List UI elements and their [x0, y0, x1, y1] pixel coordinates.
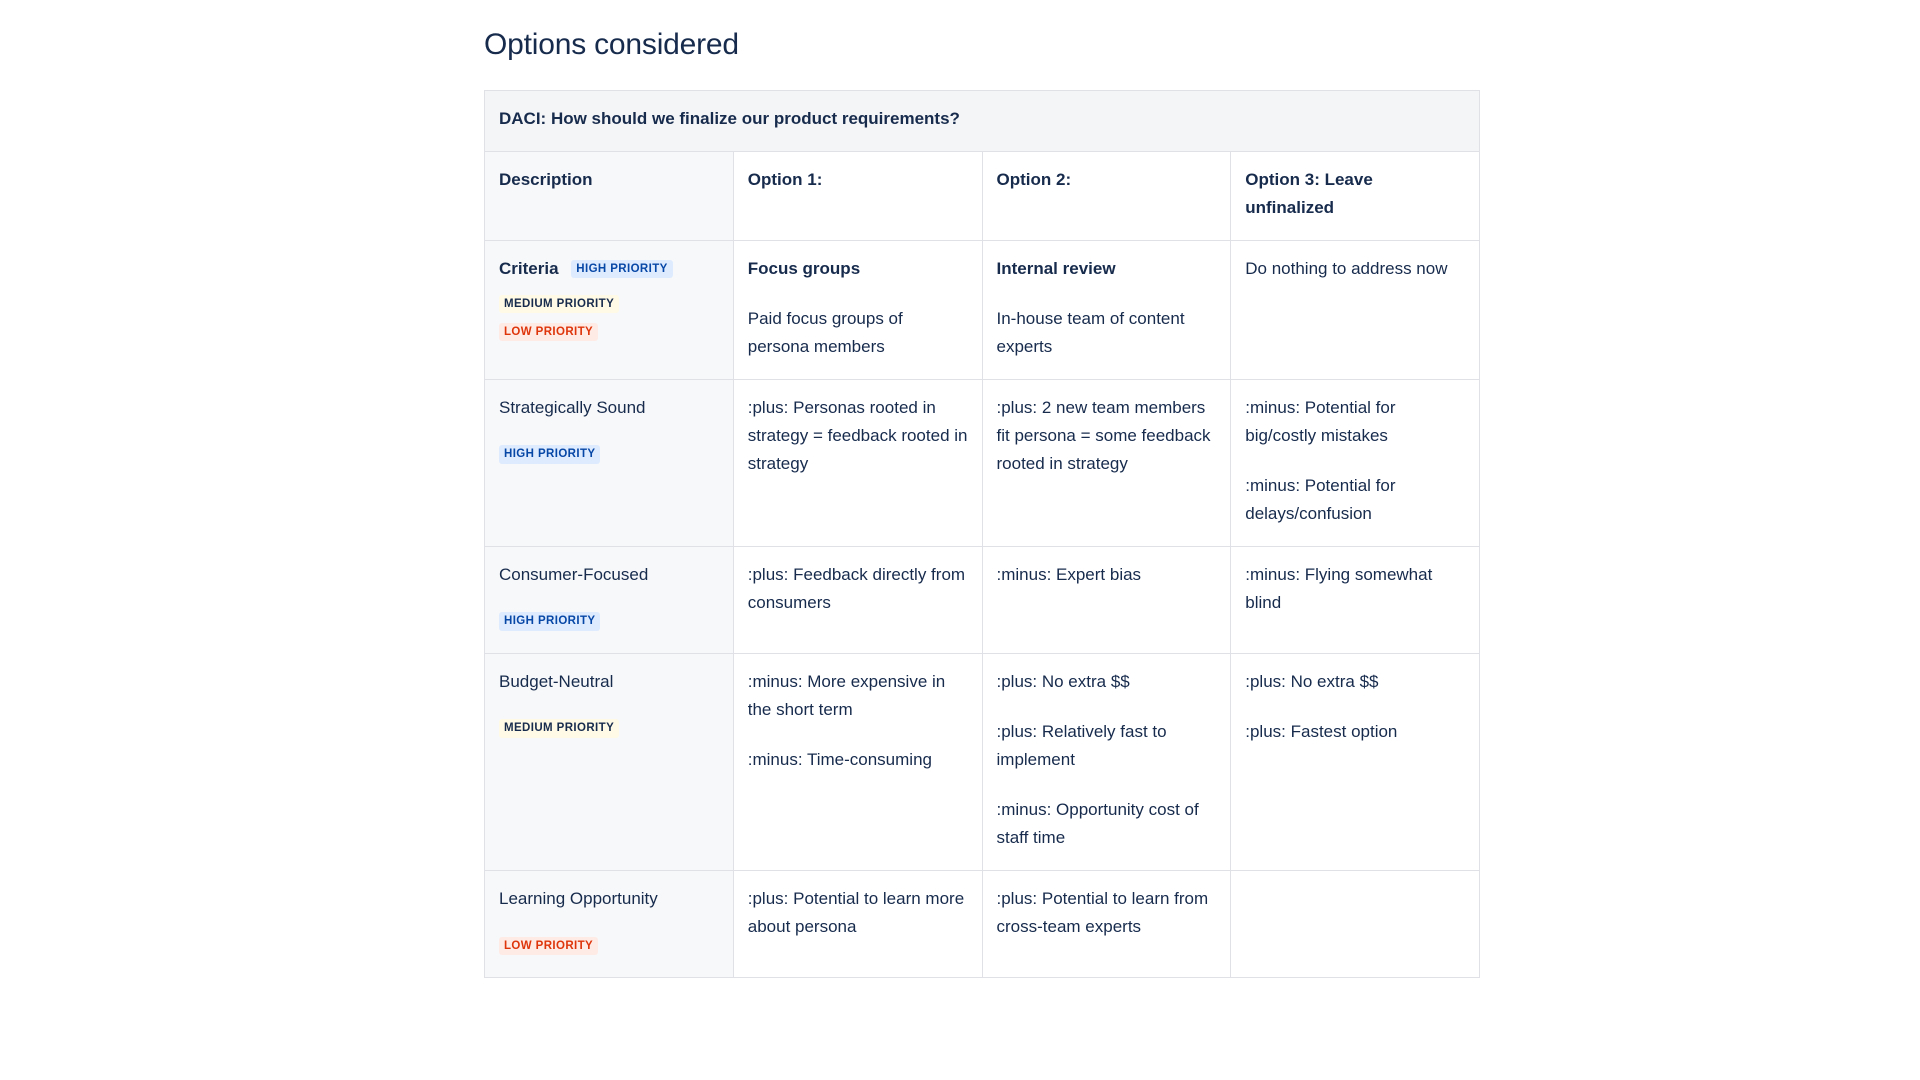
pro-con-item: :minus: Expert bias: [996, 564, 1142, 584]
criteria-option2-cell: [982, 240, 1231, 379]
row-option2-cell: [982, 654, 1231, 871]
pro-con-item: :minus: Potential for big/costly mistakes: [1245, 397, 1396, 445]
column-header-description: Description: [485, 151, 734, 240]
option1-description: Paid focus groups of persona members: [747, 308, 903, 356]
row-priority-badge: HIGH PRIORITY: [499, 612, 600, 630]
badge-row-low: [499, 315, 719, 343]
pro-con-item: :plus: Personas rooted in strategy = feedback rooted in strategy: [747, 397, 968, 473]
pro-con-item: :plus: 2 new team members fit persona = some feedback rooted in strategy: [996, 397, 1211, 473]
column-header-option1: Option 1:: [733, 151, 982, 240]
option2-title: Internal review: [996, 258, 1116, 278]
table-row-criteria: [485, 240, 1480, 379]
pro-con-item: :minus: Time-consuming: [747, 750, 932, 770]
pro-con-item: :minus: Potential for delays/confusion: [1245, 475, 1396, 523]
option1-title: Focus groups: [747, 258, 861, 278]
pro-con-item: :plus: Feedback directly from consumers: [747, 564, 966, 613]
table-title-row: [485, 90, 1480, 151]
decision-table: [484, 90, 1480, 979]
row-label: Learning Opportunity: [499, 889, 658, 909]
pro-con-item: :plus: Potential to learn from cross-team experts: [996, 889, 1209, 937]
row-option1-cell: [733, 379, 982, 546]
column-header-option3: Option 3: Leave unfinalized: [1231, 151, 1480, 240]
row-option1-cell: [733, 871, 982, 978]
table-row: [485, 654, 1480, 871]
badge-row-medium: [499, 287, 719, 315]
table-caption: DACI: How should we finalize our product requirements?: [485, 90, 1480, 151]
pro-con-item: :plus: No extra $$: [1245, 672, 1379, 692]
column-header-option2: Option 2:: [982, 151, 1231, 240]
table-row: [485, 546, 1480, 653]
row-option3-cell: [1231, 871, 1480, 978]
row-option2-cell: [982, 379, 1231, 546]
criteria-cell: [485, 240, 734, 379]
page-title: Options considered: [484, 28, 739, 61]
criteria-option1-cell: [733, 240, 982, 379]
pro-con-item: :minus: Flying somewhat blind: [1245, 564, 1433, 613]
row-label-cell: [485, 546, 734, 653]
table-row: [485, 871, 1480, 978]
pro-con-item: :minus: Opportunity cost of staff time: [996, 800, 1199, 848]
badge-high-priority: HIGH PRIORITY: [571, 260, 672, 278]
row-option3-cell: [1231, 654, 1480, 871]
row-option1-cell: [733, 546, 982, 653]
row-label: Budget-Neutral: [499, 672, 614, 692]
document-content: [484, 26, 1484, 978]
row-priority-badge: MEDIUM PRIORITY: [499, 719, 619, 737]
row-option1-cell: [733, 654, 982, 871]
pro-con-item: :minus: More expensive in the short term: [747, 672, 946, 720]
criteria-option3-cell: [1231, 240, 1480, 379]
row-option3-cell: [1231, 379, 1480, 546]
criteria-label: Criteria: [499, 258, 559, 278]
pro-con-item: :plus: Fastest option: [1245, 722, 1398, 742]
badge-low-priority: LOW PRIORITY: [499, 323, 598, 341]
row-option2-cell: [982, 546, 1231, 653]
row-label: Consumer-Focused: [499, 564, 649, 584]
row-label: Strategically Sound: [499, 397, 646, 417]
option3-description: Do nothing to address now: [1245, 258, 1448, 278]
row-option3-cell: [1231, 546, 1480, 653]
pro-con-item: :plus: No extra $$: [996, 672, 1130, 692]
option2-description: In-house team of content experts: [996, 308, 1185, 356]
badge-medium-priority: MEDIUM PRIORITY: [499, 295, 619, 313]
pro-con-item: :plus: Potential to learn more about persona: [747, 889, 965, 937]
row-option2-cell: [982, 871, 1231, 978]
table-header-row: [485, 151, 1480, 240]
row-priority-badge: LOW PRIORITY: [499, 937, 598, 955]
row-label-cell: [485, 871, 734, 978]
pro-con-item: :plus: Relatively fast to implement: [996, 722, 1167, 770]
row-label-cell: [485, 379, 734, 546]
row-label-cell: [485, 654, 734, 871]
row-priority-badge: HIGH PRIORITY: [499, 445, 600, 463]
table-row: [485, 379, 1480, 546]
